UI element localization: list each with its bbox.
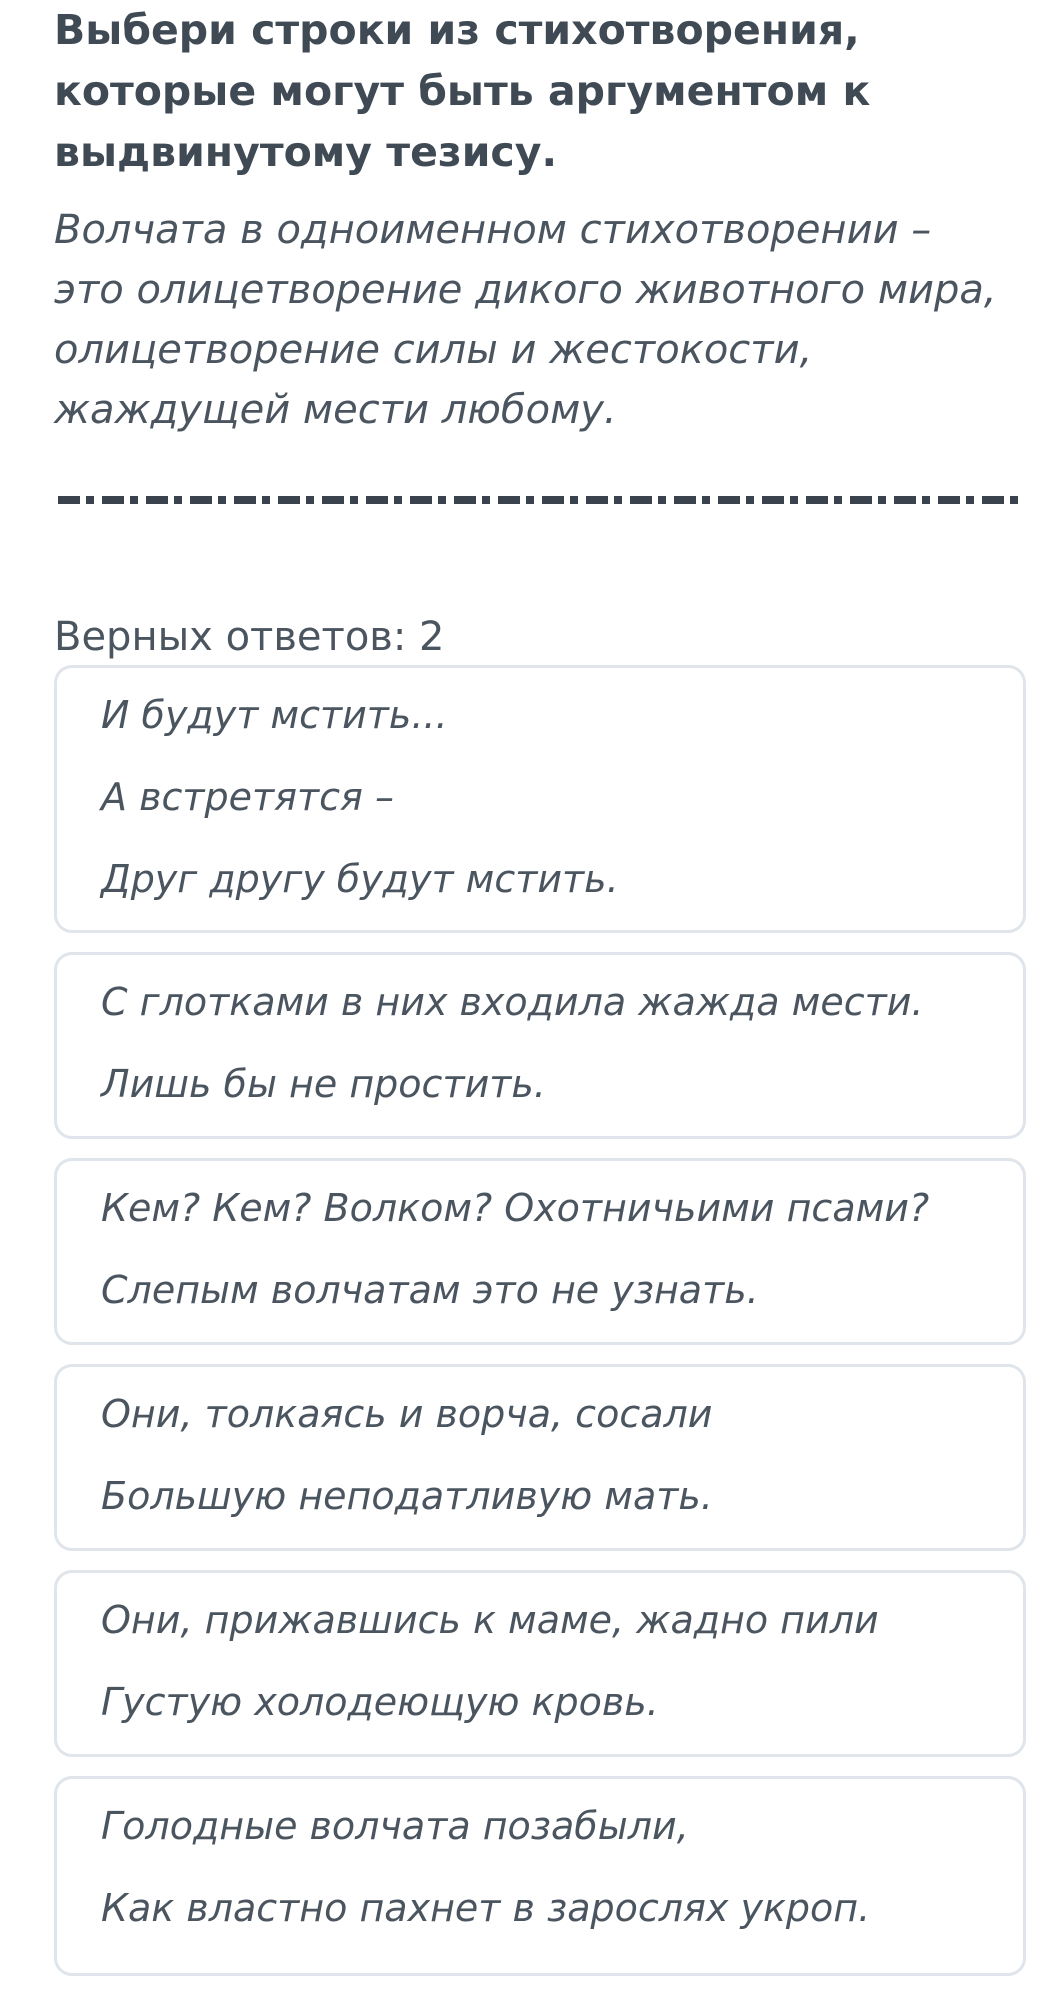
- thesis-text: [54, 200, 1014, 440]
- option-line: Они, прижавшись к маме, жадно пили: [101, 1598, 879, 1642]
- answers-count-label: Верных ответов: 2: [54, 614, 445, 660]
- question-line: выдвинутому тезису.: [54, 128, 558, 176]
- answer-option[interactable]: [54, 1570, 1026, 1757]
- option-line: Голодные волчата позабыли,: [101, 1804, 689, 1848]
- answer-option[interactable]: [54, 665, 1026, 933]
- question-line: которые могут быть аргументом к: [54, 67, 871, 115]
- option-line: Как властно пахнет в зарослях укроп.: [101, 1886, 871, 1930]
- answer-option[interactable]: [54, 1776, 1026, 1976]
- option-line: Большую неподатливую мать.: [101, 1474, 713, 1518]
- question-title: [54, 0, 994, 183]
- option-line: Слепым волчатам это не узнать.: [101, 1268, 759, 1312]
- dashed-divider: [58, 496, 1018, 504]
- answer-option[interactable]: [54, 952, 1026, 1139]
- thesis-line: это олицетворение дикого животного мира,: [54, 267, 997, 313]
- option-line: С глотками в них входила жажда мести.: [101, 980, 924, 1024]
- option-line: И будут мстить...: [101, 693, 448, 737]
- question-line: Выбери строки из стихотворения,: [54, 6, 860, 54]
- thesis-line: олицетворение силы и жестокости,: [54, 327, 813, 373]
- option-line: Они, толкаясь и ворча, сосали: [101, 1392, 713, 1436]
- thesis-line: жаждущей мести любому.: [54, 387, 617, 433]
- options-list: [54, 665, 1026, 1995]
- option-line: Лишь бы не простить.: [101, 1062, 546, 1106]
- option-line: Густую холодеющую кровь.: [101, 1680, 659, 1724]
- option-line: А встретятся –: [101, 775, 394, 819]
- thesis-line: Волчата в одноименном стихотворении –: [54, 207, 932, 253]
- option-line: Кем? Кем? Волком? Охотничьими псами?: [101, 1186, 930, 1230]
- answer-option[interactable]: [54, 1364, 1026, 1551]
- answer-option[interactable]: [54, 1158, 1026, 1345]
- option-line: Друг другу будут мстить.: [101, 857, 619, 901]
